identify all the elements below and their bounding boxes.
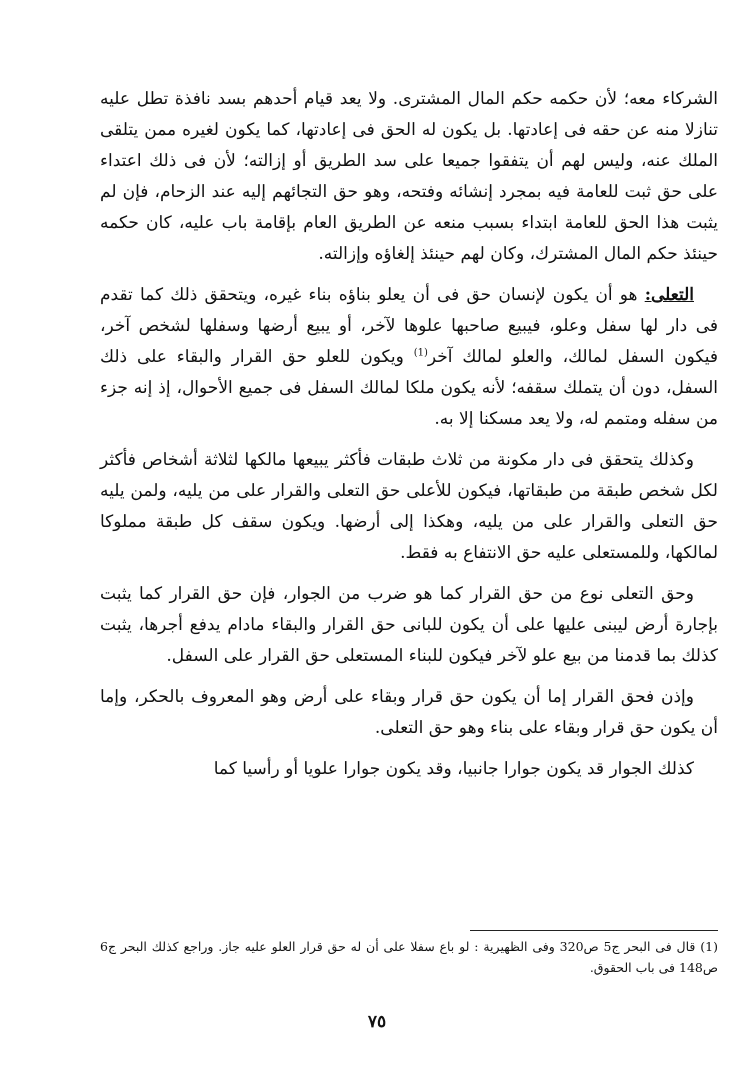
footnote-reference: (1) <box>413 347 428 359</box>
page-number: ٧٥ <box>367 1012 387 1032</box>
footnotes <box>100 936 718 978</box>
paragraph-4: وحق التعلى نوع من حق القرار كما هو ضرب من الجوار، فإن حق القرار كما يثبت بإجارة أرض ليبنى عليها على أن يكون للبانى حق القرار والبقاء مادام يدفع أجرها، يثبت كذلك بما قدمنا من بيع علو لآخر فيكون للبناء المستعلى حق القرار على السفل. <box>100 584 718 666</box>
paragraph-6: كذلك الجوار قد يكون جوارا جانبيا، وقد يكون جوارا علويا أو رأسيا كما <box>213 759 694 779</box>
main-text <box>100 84 718 785</box>
paragraph-3: وكذلك يتحقق فى دار مكونة من ثلاث طبقات فأكثر يبيعها مالكها لثلاثة أشخاص فأكثر لكل شخص طبقة من طبقاتها، فيكون للأعلى حق التعلى والقرار على من يليه، ولمن يليه حق التعلى والقرار على من يليه، وهكذا إلى أرضها. ويكون سقف كل طبقة مملوكا لمالكها، وللمستعلى عليه حق الانتفاع به فقط. <box>100 450 718 563</box>
term-altaali: التعلى: <box>644 285 694 305</box>
paragraph-2-text-a: هو أن يكون لإنسان حق فى أن يعلو بناؤه بناء غيره، ويتحقق ذلك كما تقدم فى دار لها سفل وعلو، فيبيع صاحبها علوها لآخر، أو يبيع أرضها وسفلها لشخص آخر، فيكون السفل لمالك، والعلو لمالك آخر <box>100 285 718 367</box>
footnote-1: (1) قال فى البحر ج5 ص320 وفى الظهيرية : لو باع سفلا على أن له حق قرار العلو عليه جاز. وراجع كذلك البحر ج6 ص148 فى باب الحقوق. <box>100 939 718 975</box>
footnote-divider <box>470 930 718 931</box>
paragraph-2-text-b: ويكون للعلو حق القرار والبقاء على ذلك السفل، دون أن يتملك سقفه؛ لأنه يكون ملكا لمالك السفل فى جميع الأحوال، إذ إنه جزء من سفله ومتمم له، ولا يعد مسكنا إلا به. <box>100 347 718 429</box>
paragraph-2 <box>100 280 718 435</box>
paragraph-5: وإذن فحق القرار إما أن يكون حق قرار وبقاء على أرض وهو المعروف بالحكر، وإما أن يكون حق قرار وبقاء على بناء وهو حق التعلى. <box>100 687 718 738</box>
paragraph-1: الشركاء معه؛ لأن حكمه حكم المال المشترى. ولا يعد قيام أحدهم بسد نافذة تطل عليه تنازلا منه عن حقه فى إعادتها. بل يكون له الحق فى إعادتها، كما يكون لغيره ممن يتلقى الملك عنه، وليس لهم أن يتفقوا جميعا على سد الطريق أو إزالته؛ لأن فى ذلك اعتداء على حق ثبت للعامة فيه بمجرد إنشائه وفتحه، وهو حق التجائهم إليه عند الزحام، فإن لم يثبت هذا الحق للعامة ابتداء بسبب منعه عن الطريق العام بإقامة باب عليه، كان حكمه حينئذ حكم المال المشترك، وكان لهم حينئذ إلغاؤه وإزالته. <box>100 89 718 264</box>
